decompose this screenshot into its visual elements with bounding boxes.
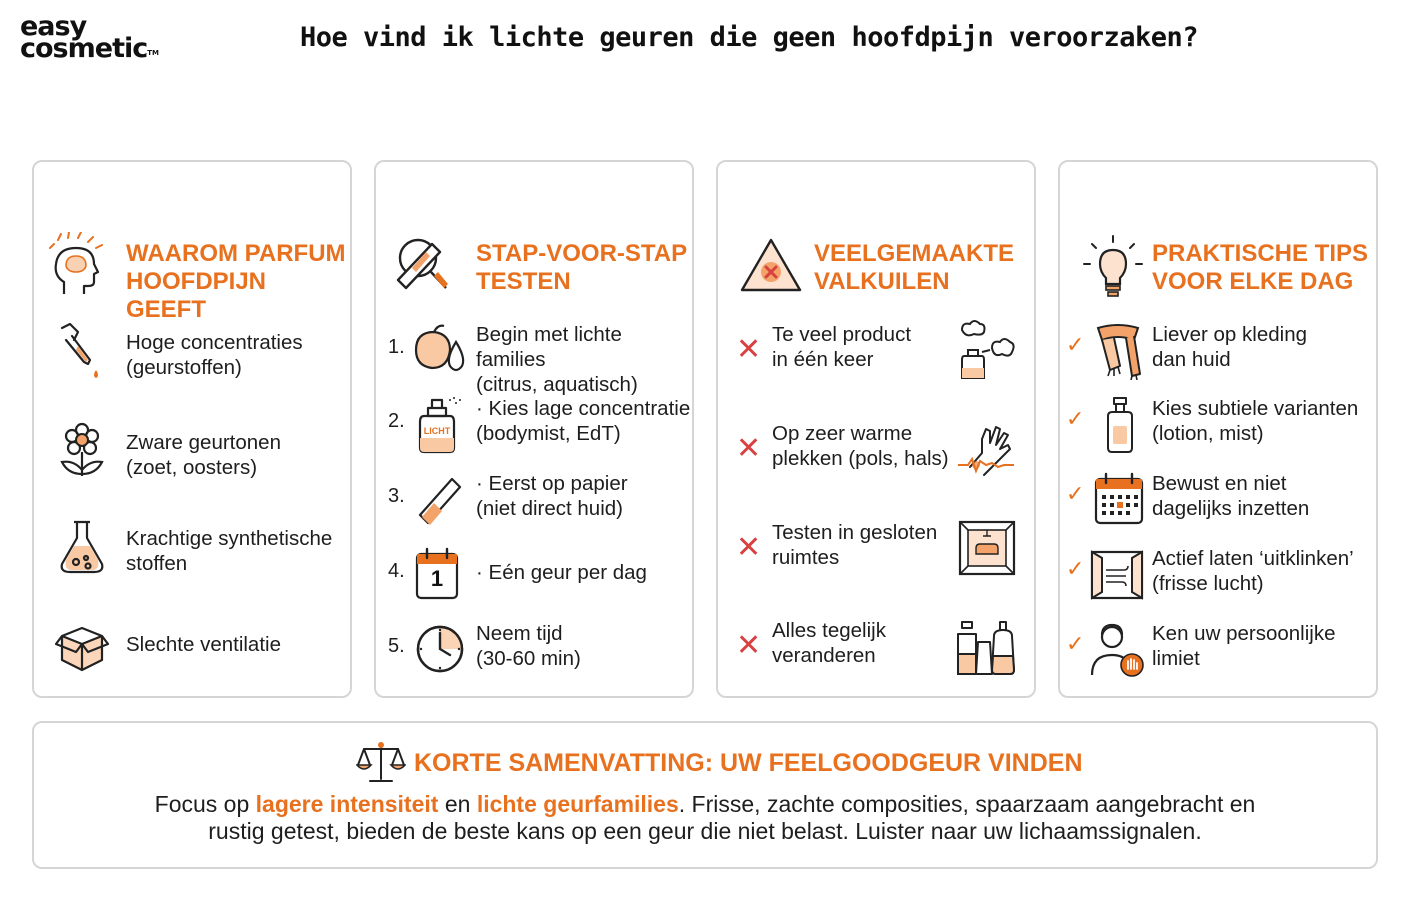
list-item	[376, 617, 692, 681]
card-header	[718, 232, 1034, 302]
open-window-icon	[1088, 544, 1148, 604]
check-icon: ✓	[1066, 406, 1085, 431]
list-item	[376, 392, 692, 456]
card-daily-tips	[1058, 160, 1378, 698]
headache-head-icon	[44, 232, 114, 302]
list-item	[1060, 392, 1376, 456]
highlight-intensity: lagere intensiteit	[255, 791, 439, 817]
item-text: · Eerst op papier (niet direct huid)	[476, 472, 628, 520]
cross-icon: ✕	[736, 432, 762, 465]
item-text: Actief laten ‘uitklinken’ (frisse lucht)	[1152, 547, 1354, 595]
card-header	[34, 232, 350, 323]
step-number: 3.	[388, 485, 405, 507]
test-strip-magnifier-icon	[390, 232, 460, 302]
item-text: Liever op kleding dan huid	[1152, 323, 1307, 371]
check-icon: ✓	[1066, 631, 1085, 656]
paper-strip-icon	[412, 469, 472, 529]
item-text: Testen in gesloten ruimtes	[772, 521, 938, 569]
card-title: STAP-VOOR-STAP TESTEN	[476, 240, 688, 295]
card-pitfalls	[716, 160, 1036, 698]
scale-icon	[356, 739, 406, 785]
scarf-icon	[1088, 320, 1148, 380]
list-item	[1060, 617, 1376, 681]
summary-title: KORTE SAMENVATTING: UW FEELGOODGEUR VINDEN	[414, 749, 1083, 777]
calendar-day: 1	[430, 566, 444, 591]
card-why-headache	[32, 160, 352, 698]
list-item	[34, 318, 350, 382]
list-item	[718, 516, 1034, 580]
item-text: Bewust en niet dagelijks inzetten	[1152, 472, 1310, 520]
item-text: Alles tegelijk veranderen	[772, 619, 886, 667]
item-text: Kies subtiele varianten (lotion, mist)	[1152, 397, 1359, 445]
dropper-icon	[52, 320, 112, 380]
logo-line-2: cosmetic	[20, 33, 148, 64]
item-text: Ken uw persoonlijke limiet	[1152, 622, 1336, 670]
check-icon: ✓	[1066, 481, 1085, 506]
check-icon: ✓	[1066, 332, 1085, 357]
step-number: 4.	[388, 560, 405, 582]
summary-text: Focus op lagere intensiteit en lichte geurfamilies. Frisse, zachte composities, spaarzaam aangebracht en rustig getest, bieden de beste kans op een geur die niet belast. Luister naar uw lichaamssignalen.	[154, 791, 1256, 844]
highlight-families: lichte geurfamilies	[476, 791, 679, 817]
list-item	[718, 417, 1034, 481]
list-item	[376, 542, 692, 606]
cross-icon: ✕	[736, 629, 762, 662]
list-item	[376, 318, 692, 396]
list-item	[34, 514, 350, 578]
logo-line-1: easy	[20, 11, 87, 42]
products-icon	[954, 616, 1018, 676]
item-text: Neem tijd (30-60 min)	[476, 622, 581, 670]
page-title: Hoe vind ik lichte geuren die geen hoofdpijn veroorzaken?	[300, 22, 1199, 53]
step-number: 1.	[388, 336, 405, 358]
flask-icon	[52, 516, 112, 576]
list-item	[376, 467, 692, 531]
card-title: VEELGEMAAKTE VALKUILEN	[814, 240, 1015, 295]
person-stop-icon	[1088, 619, 1148, 679]
list-item	[1060, 318, 1376, 382]
logo-trademark: TM	[147, 49, 159, 57]
calendar-icon	[414, 544, 460, 604]
calendar-grid-icon	[1090, 469, 1150, 529]
box-icon	[52, 614, 112, 674]
item-text: Zware geurtonen (zoet, oosters)	[126, 431, 281, 479]
bottle-label: LICHT	[423, 426, 451, 436]
list-item	[718, 614, 1034, 678]
spray-cloud-icon	[956, 320, 1016, 380]
cross-icon: ✕	[736, 333, 762, 366]
lotion-bottle-icon	[1090, 394, 1150, 454]
check-icon: ✓	[1066, 556, 1085, 581]
hand-wrist-icon	[956, 419, 1016, 479]
item-text: Te veel product in één keer	[772, 323, 912, 371]
list-item	[1060, 467, 1376, 531]
item-text: Slechte ventilatie	[126, 633, 281, 656]
flower-icon	[52, 418, 112, 478]
card-step-testing	[374, 160, 694, 698]
list-item	[1060, 542, 1376, 606]
cross-icon: ✕	[736, 531, 762, 564]
clock-icon	[412, 619, 472, 679]
brand-logo	[20, 11, 180, 64]
card-header	[376, 232, 692, 302]
item-text: Krachtige synthetische stoffen	[126, 527, 333, 575]
summary-box	[32, 721, 1378, 869]
step-number: 5.	[388, 635, 405, 657]
card-header	[1060, 232, 1376, 302]
lightbulb-icon	[1078, 232, 1148, 302]
list-item	[34, 612, 350, 676]
item-text: Begin met lichte families (citrus, aquatisch)	[476, 323, 638, 396]
item-text: Op zeer warme plekken (pols, hals)	[772, 422, 949, 470]
warning-triangle-icon	[736, 232, 806, 302]
item-text: · Eén geur per dag	[476, 561, 647, 584]
item-text: · Kies lage concentratie (bodymist, EdT)	[476, 397, 691, 445]
card-title: PRAKTISCHE TIPS VOOR ELKE DAG	[1152, 240, 1369, 295]
closed-room-icon	[956, 518, 1016, 578]
item-text: Hoge concentraties (geurstoffen)	[126, 331, 303, 379]
spray-bottle-icon	[414, 394, 464, 454]
citrus-water-icon	[410, 320, 470, 380]
card-title: WAAROM PARFUM HOOFDPIJN GEEFT	[126, 240, 346, 323]
list-item	[34, 416, 350, 480]
list-item	[718, 318, 1034, 382]
step-number: 2.	[388, 410, 405, 432]
